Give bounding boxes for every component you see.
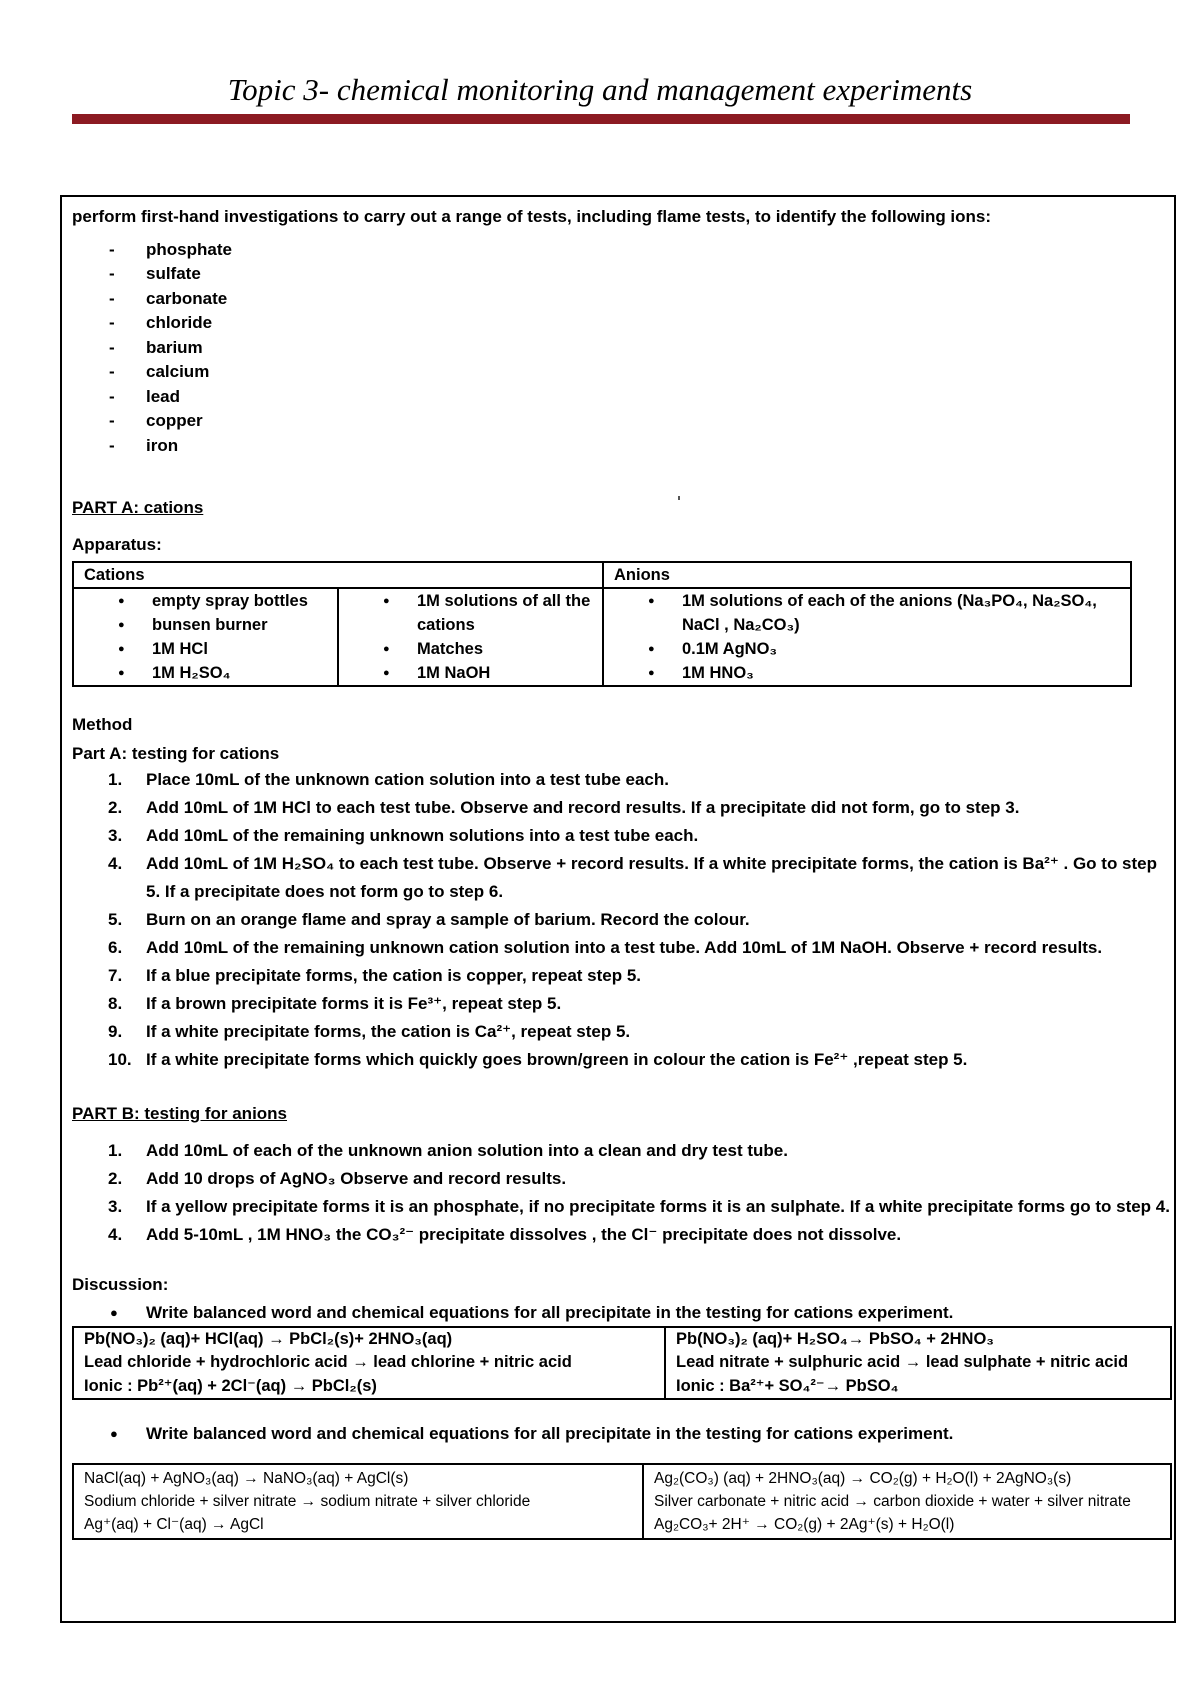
apparatus-item: ● 1M H₂SO₄	[74, 661, 327, 685]
equation-line: Pb(NO₃)₂ (aq)+ H₂SO₄→ PbSO₄ + 2HNO₃	[676, 1329, 994, 1348]
part-b-heading: PART B: testing for anions	[72, 1104, 288, 1123]
discussion-bullet: ● Write balanced word and chemical equations for all precipitate in the testing for cations experiment.	[72, 1301, 1172, 1326]
part-a-subheading: Part A: testing for cations	[72, 743, 280, 763]
equation-line: Ag₂CO₃+ 2H⁺ → CO₂(g) + 2Ag⁺(s) + H₂O(l)	[654, 1515, 955, 1533]
equation-cell-right	[665, 1327, 1171, 1400]
apparatus-item: ● 1M HCl	[74, 637, 327, 661]
ion-item: - chloride	[72, 311, 1172, 336]
step-item: 2. Add 10 drops of AgNO₃ Observe and record results.	[108, 1168, 567, 1188]
apparatus-col1	[73, 588, 338, 686]
apparatus-item: ● 1M solutions of each of the anions (Na₃PO₄, Na₂SO₄, NaCl , Na₂CO₃)	[604, 589, 1120, 637]
ion-item: - calcium	[72, 360, 1172, 385]
equation-line: Lead chloride + hydrochloric acid → lead chlorine + nitric acid	[84, 1353, 572, 1371]
discussion-heading: Discussion:	[72, 1274, 169, 1294]
step-item: 3. Add 10mL of the remaining unknown solutions into a test tube each.	[108, 826, 699, 845]
equation-line: Ionic : Ba²⁺+ SO₄²⁻→ PbSO₄	[676, 1376, 899, 1395]
intro-text: perform first-hand investigations to carry out a range of tests, including flame tests, to identify the following ions:	[72, 207, 992, 226]
discussion-bullet: ● Write balanced word and chemical equations for all precipitate in the testing for cations experiment.	[72, 1422, 1172, 1447]
apparatus-item: ● 1M HNO₃	[604, 661, 1120, 685]
step-item: 6. Add 10mL of the remaining unknown cation solution into a test tube. Add 10mL of 1M NaOH. Observe + record results.	[108, 938, 1103, 957]
apparatus-item: ● 1M solutions of all the cations	[339, 589, 592, 637]
equation-line: Ag⁺(aq) + Cl⁻(aq) → AgCl	[84, 1515, 264, 1533]
ion-item: - sulfate	[72, 262, 1172, 287]
equation-line: Ionic : Pb²⁺(aq) + 2Cl⁻(aq) → PbCl₂(s)	[84, 1376, 377, 1395]
step-item: 7. If a blue precipitate forms, the cation is copper, repeat step 5.	[108, 966, 642, 985]
equation-table-anions	[72, 1463, 1172, 1540]
step-item: 4. Add 10mL of 1M H₂SO₄ to each test tube. Observe + record results. If a white precipitate forms, the cation is Ba²⁺ . Go to step 5. If a precipitate does not form go to step 6.	[108, 854, 1158, 901]
step-item: 2. Add 10mL of 1M HCl to each test tube. Observe and record results. If a precipitate did not form, go to step 3.	[108, 798, 1020, 817]
ion-item: - phosphate	[72, 238, 1172, 263]
step-item: 4. Add 5-10mL , 1M HNO₃ the CO₃²⁻ precipitate dissolves , the Cl⁻ precipitate does not dissolve.	[108, 1224, 902, 1244]
equation-line: Silver carbonate + nitric acid → carbon dioxide + water + silver nitrate	[654, 1492, 1131, 1510]
apparatus-cations-header: Cations	[73, 562, 603, 588]
apparatus-item: ● bunsen burner	[74, 613, 327, 637]
step-item: 5. Burn on an orange flame and spray a sample of barium. Record the colour.	[108, 910, 750, 929]
equation-line: NaCl(aq) + AgNO₃(aq) → NaNO₃(aq) + AgCl(s)	[84, 1469, 409, 1487]
ion-item: - iron	[72, 434, 1172, 459]
equation-line: Ag₂(CO₃) (aq) + 2HNO₃(aq) → CO₂(g) + H₂O(l) + 2AgNO₃(s)	[654, 1469, 1072, 1487]
equation-line: Lead nitrate + sulphuric acid → lead sulphate + nitric acid	[676, 1353, 1129, 1371]
apparatus-col2	[338, 588, 603, 686]
apparatus-heading: Apparatus:	[72, 534, 162, 554]
document-body	[72, 205, 1172, 1540]
apparatus-item: ● 1M NaOH	[339, 661, 592, 685]
equation-cell-left	[73, 1327, 665, 1400]
apparatus-item: ● 0.1M AgNO₃	[604, 637, 1120, 661]
equation-line: Sodium chloride + silver nitrate → sodium nitrate + silver chloride	[84, 1492, 531, 1510]
apparatus-anions-header: Anions	[603, 562, 1131, 588]
equation-cell-left	[73, 1464, 643, 1539]
equation-cell-right	[643, 1464, 1171, 1539]
part-b-steps	[72, 1137, 1172, 1249]
apparatus-item: ● Matches	[339, 637, 592, 661]
ion-list	[72, 238, 1172, 459]
title-underline	[72, 114, 1130, 124]
ion-item: - carbonate	[72, 287, 1172, 312]
step-item: 3. If a yellow precipitate forms it is an phosphate, if no precipitate forms it is an sulphate. If a white precipitate forms go to step 4.	[108, 1196, 1170, 1216]
step-item: 10. If a white precipitate forms which quickly goes brown/green in colour the cation is Fe²⁺ ,repeat step 5.	[108, 1050, 968, 1069]
ion-item: - barium	[72, 336, 1172, 361]
method-heading: Method	[72, 715, 133, 734]
apparatus-table	[72, 561, 1132, 687]
ion-item: - lead	[72, 385, 1172, 410]
step-item: 9. If a white precipitate forms, the cation is Ca²⁺, repeat step 5.	[108, 1022, 631, 1041]
equation-line: Pb(NO₃)₂ (aq)+ HCl(aq) → PbCl₂(s)+ 2HNO₃(aq)	[84, 1329, 453, 1348]
step-item: 8. If a brown precipitate forms it is Fe³⁺, repeat step 5.	[108, 994, 562, 1013]
step-item: 1. Add 10mL of each of the unknown anion solution into a clean and dry test tube.	[108, 1140, 788, 1160]
part-a-heading: PART A: cations	[72, 498, 204, 517]
equation-table-cations	[72, 1326, 1172, 1401]
part-a-steps	[72, 766, 1172, 1074]
apparatus-col3	[603, 588, 1131, 686]
step-item: 1. Place 10mL of the unknown cation solution into a test tube each.	[108, 770, 669, 789]
ion-item: - copper	[72, 409, 1172, 434]
apparatus-item: ● empty spray bottles	[74, 589, 327, 613]
page-title: Topic 3- chemical monitoring and management experiments	[227, 72, 973, 107]
